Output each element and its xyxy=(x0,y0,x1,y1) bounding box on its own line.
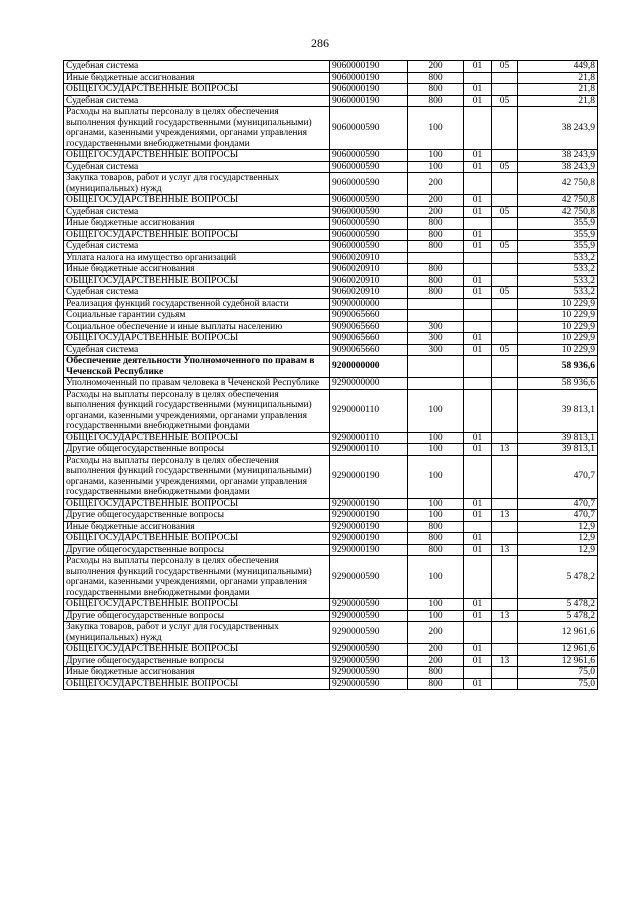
table-row xyxy=(64,455,598,498)
row-code-cell: 9060020910 xyxy=(330,287,408,299)
row-subsection-cell xyxy=(492,218,518,230)
row-section-cell xyxy=(464,310,492,322)
row-subsection-cell xyxy=(492,229,518,241)
table-row xyxy=(64,678,598,690)
row-code-cell: 9290000000 xyxy=(330,378,408,390)
row-section-cell: 01 xyxy=(464,241,492,253)
row-subsection-cell xyxy=(492,252,518,264)
row-subsection-cell: 05 xyxy=(492,287,518,299)
row-code-cell: 9090065660 xyxy=(330,321,408,333)
row-amount-cell: 12 961,6 xyxy=(518,622,598,644)
row-amount-cell: 42 750,8 xyxy=(518,173,598,195)
row-code-cell: 9290000590 xyxy=(330,655,408,667)
row-code-cell: 9090065660 xyxy=(330,333,408,345)
row-section-cell xyxy=(464,107,492,150)
row-name-cell: Судебная система xyxy=(64,206,330,218)
page-number: 286 xyxy=(311,36,329,50)
table-row xyxy=(64,72,598,84)
table-row xyxy=(64,287,598,299)
row-expense-type-cell: 100 xyxy=(408,556,464,599)
row-amount-cell: 21,8 xyxy=(518,84,598,96)
row-section-cell xyxy=(464,264,492,276)
row-code-cell: 9060000590 xyxy=(330,107,408,150)
row-expense-type-cell: 200 xyxy=(408,622,464,644)
row-code-cell: 9060000590 xyxy=(330,229,408,241)
row-subsection-cell xyxy=(492,667,518,679)
table-row xyxy=(64,84,598,96)
row-subsection-cell: 05 xyxy=(492,61,518,73)
row-amount-cell: 533,2 xyxy=(518,252,598,264)
row-section-cell: 01 xyxy=(464,432,492,444)
row-name-cell: Судебная система xyxy=(64,344,330,356)
row-subsection-cell xyxy=(492,84,518,96)
table-row xyxy=(64,356,598,378)
table-row xyxy=(64,173,598,195)
row-subsection-cell xyxy=(492,195,518,207)
row-name-cell: ОБЩЕГОСУДАРСТВЕННЫЕ ВОПРОСЫ xyxy=(64,678,330,690)
row-code-cell: 9290000590 xyxy=(330,678,408,690)
table-row xyxy=(64,241,598,253)
row-subsection-cell xyxy=(492,556,518,599)
table-row xyxy=(64,655,598,667)
row-subsection-cell xyxy=(492,298,518,310)
row-expense-type-cell: 800 xyxy=(408,264,464,276)
row-code-cell: 9060020910 xyxy=(330,275,408,287)
row-subsection-cell: 13 xyxy=(492,444,518,456)
row-code-cell: 9090065660 xyxy=(330,344,408,356)
row-expense-type-cell xyxy=(408,298,464,310)
row-section-cell: 01 xyxy=(464,275,492,287)
row-expense-type-cell: 100 xyxy=(408,389,464,432)
row-code-cell: 9290000190 xyxy=(330,544,408,556)
row-section-cell xyxy=(464,298,492,310)
row-section-cell: 01 xyxy=(464,678,492,690)
row-expense-type-cell: 300 xyxy=(408,321,464,333)
row-expense-type-cell: 100 xyxy=(408,444,464,456)
row-name-cell: Расходы на выплаты персоналу в целях обеспечения выполнения функций государственными (муниципальными) органами, казенными учреждениями, органами управления государственными внебюджетными фондами xyxy=(64,556,330,599)
row-expense-type-cell: 200 xyxy=(408,195,464,207)
row-subsection-cell: 05 xyxy=(492,95,518,107)
table-row xyxy=(64,556,598,599)
row-subsection-cell xyxy=(492,622,518,644)
row-name-cell: Закупка товаров, работ и услуг для государственных (муниципальных) нужд xyxy=(64,622,330,644)
row-name-cell: ОБЩЕГОСУДАРСТВЕННЫЕ ВОПРОСЫ xyxy=(64,275,330,287)
row-subsection-cell xyxy=(492,310,518,322)
row-code-cell: 9060000190 xyxy=(330,72,408,84)
row-subsection-cell: 13 xyxy=(492,510,518,522)
row-amount-cell: 5 478,2 xyxy=(518,556,598,599)
row-name-cell: Социальное обеспечение и иные выплаты населению xyxy=(64,321,330,333)
row-amount-cell: 355,9 xyxy=(518,229,598,241)
table-row xyxy=(64,150,598,162)
row-section-cell xyxy=(464,622,492,644)
row-subsection-cell xyxy=(492,378,518,390)
row-expense-type-cell: 100 xyxy=(408,107,464,150)
row-subsection-cell xyxy=(492,321,518,333)
table-body xyxy=(64,61,598,690)
row-amount-cell: 12,9 xyxy=(518,544,598,556)
row-name-cell: ОБЩЕГОСУДАРСТВЕННЫЕ ВОПРОСЫ xyxy=(64,229,330,241)
row-expense-type-cell: 100 xyxy=(408,150,464,162)
row-expense-type-cell: 800 xyxy=(408,72,464,84)
row-expense-type-cell: 800 xyxy=(408,241,464,253)
table-row xyxy=(64,298,598,310)
row-name-cell: Судебная система xyxy=(64,241,330,253)
row-expense-type-cell: 100 xyxy=(408,610,464,622)
table-row xyxy=(64,61,598,73)
row-subsection-cell xyxy=(492,533,518,545)
row-expense-type-cell: 800 xyxy=(408,95,464,107)
row-subsection-cell xyxy=(492,521,518,533)
row-subsection-cell: 05 xyxy=(492,344,518,356)
row-code-cell: 9060000590 xyxy=(330,241,408,253)
table-row xyxy=(64,229,598,241)
row-name-cell: ОБЩЕГОСУДАРСТВЕННЫЕ ВОПРОСЫ xyxy=(64,150,330,162)
row-name-cell: Обеспечение деятельности Уполномоченного по правам в Чеченской Республике xyxy=(64,356,330,378)
row-amount-cell: 38 243,9 xyxy=(518,107,598,150)
row-subsection-cell xyxy=(492,455,518,498)
row-subsection-cell xyxy=(492,72,518,84)
row-expense-type-cell: 100 xyxy=(408,510,464,522)
row-subsection-cell xyxy=(492,107,518,150)
table-row xyxy=(64,622,598,644)
table-row xyxy=(64,95,598,107)
row-code-cell: 9290000190 xyxy=(330,510,408,522)
row-expense-type-cell: 800 xyxy=(408,678,464,690)
row-code-cell: 9290000590 xyxy=(330,644,408,656)
row-name-cell: Другие общегосударственные вопросы xyxy=(64,610,330,622)
row-name-cell: Социальные гарантии судьям xyxy=(64,310,330,322)
row-subsection-cell xyxy=(492,644,518,656)
row-expense-type-cell: 100 xyxy=(408,599,464,611)
row-amount-cell: 470,7 xyxy=(518,455,598,498)
row-section-cell xyxy=(464,321,492,333)
row-name-cell: Расходы на выплаты персоналу в целях обеспечения выполнения функций государственными (муниципальными) органами, казенными учреждениями, органами управления государственными внебюджетными фондами xyxy=(64,455,330,498)
row-code-cell: 9290000190 xyxy=(330,498,408,510)
table-row xyxy=(64,264,598,276)
row-section-cell: 01 xyxy=(464,510,492,522)
row-code-cell: 9060000590 xyxy=(330,195,408,207)
table-row xyxy=(64,333,598,345)
row-amount-cell: 10 229,9 xyxy=(518,310,598,322)
row-code-cell: 9290000110 xyxy=(330,389,408,432)
row-name-cell: ОБЩЕГОСУДАРСТВЕННЫЕ ВОПРОСЫ xyxy=(64,599,330,611)
row-amount-cell: 12 961,6 xyxy=(518,644,598,656)
row-name-cell: ОБЩЕГОСУДАРСТВЕННЫЕ ВОПРОСЫ xyxy=(64,195,330,207)
row-expense-type-cell: 100 xyxy=(408,161,464,173)
row-amount-cell: 12 961,6 xyxy=(518,655,598,667)
row-code-cell: 9290000190 xyxy=(330,533,408,545)
row-name-cell: ОБЩЕГОСУДАРСТВЕННЫЕ ВОПРОСЫ xyxy=(64,84,330,96)
row-subsection-cell xyxy=(492,264,518,276)
row-subsection-cell xyxy=(492,150,518,162)
row-amount-cell: 10 229,9 xyxy=(518,344,598,356)
row-amount-cell: 533,2 xyxy=(518,275,598,287)
row-name-cell: Другие общегосударственные вопросы xyxy=(64,544,330,556)
row-section-cell: 01 xyxy=(464,344,492,356)
row-amount-cell: 10 229,9 xyxy=(518,321,598,333)
row-expense-type-cell: 800 xyxy=(408,544,464,556)
table-row xyxy=(64,610,598,622)
row-amount-cell: 5 478,2 xyxy=(518,610,598,622)
row-expense-type-cell: 300 xyxy=(408,344,464,356)
row-amount-cell: 470,7 xyxy=(518,510,598,522)
row-amount-cell: 75,0 xyxy=(518,667,598,679)
row-expense-type-cell: 200 xyxy=(408,655,464,667)
row-name-cell: Иные бюджетные ассигнования xyxy=(64,667,330,679)
row-code-cell: 9060000190 xyxy=(330,84,408,96)
table-row xyxy=(64,275,598,287)
row-section-cell: 01 xyxy=(464,150,492,162)
row-name-cell: Закупка товаров, работ и услуг для государственных (муниципальных) нужд xyxy=(64,173,330,195)
table-row xyxy=(64,644,598,656)
row-amount-cell: 470,7 xyxy=(518,498,598,510)
row-name-cell: Иные бюджетные ассигнования xyxy=(64,218,330,230)
row-expense-type-cell: 800 xyxy=(408,84,464,96)
row-amount-cell: 39 813,1 xyxy=(518,389,598,432)
table-row xyxy=(64,521,598,533)
row-amount-cell: 38 243,9 xyxy=(518,161,598,173)
row-subsection-cell xyxy=(492,389,518,432)
table-row xyxy=(64,533,598,545)
row-section-cell xyxy=(464,378,492,390)
row-name-cell: ОБЩЕГОСУДАРСТВЕННЫЕ ВОПРОСЫ xyxy=(64,432,330,444)
row-code-cell: 9290000590 xyxy=(330,599,408,611)
row-code-cell: 9290000190 xyxy=(330,521,408,533)
row-subsection-cell: 13 xyxy=(492,544,518,556)
row-amount-cell: 449,8 xyxy=(518,61,598,73)
row-amount-cell: 75,0 xyxy=(518,678,598,690)
row-code-cell: 9060000190 xyxy=(330,95,408,107)
row-section-cell: 01 xyxy=(464,544,492,556)
row-amount-cell: 12,9 xyxy=(518,533,598,545)
row-name-cell: ОБЩЕГОСУДАРСТВЕННЫЕ ВОПРОСЫ xyxy=(64,644,330,656)
row-section-cell: 01 xyxy=(464,195,492,207)
table-row xyxy=(64,195,598,207)
row-section-cell: 01 xyxy=(464,533,492,545)
row-code-cell: 9060020910 xyxy=(330,252,408,264)
table-row xyxy=(64,218,598,230)
row-name-cell: Иные бюджетные ассигнования xyxy=(64,72,330,84)
row-amount-cell: 39 813,1 xyxy=(518,432,598,444)
row-code-cell: 9060020910 xyxy=(330,264,408,276)
row-section-cell: 01 xyxy=(464,644,492,656)
row-section-cell: 01 xyxy=(464,61,492,73)
row-name-cell: Судебная система xyxy=(64,287,330,299)
row-expense-type-cell: 800 xyxy=(408,287,464,299)
row-expense-type-cell: 800 xyxy=(408,229,464,241)
row-section-cell: 01 xyxy=(464,229,492,241)
row-subsection-cell xyxy=(492,333,518,345)
row-amount-cell: 42 750,8 xyxy=(518,206,598,218)
row-amount-cell: 5 478,2 xyxy=(518,599,598,611)
row-name-cell: Судебная система xyxy=(64,161,330,173)
row-amount-cell: 355,9 xyxy=(518,241,598,253)
row-name-cell: Судебная система xyxy=(64,61,330,73)
table-row xyxy=(64,544,598,556)
row-amount-cell: 10 229,9 xyxy=(518,333,598,345)
row-code-cell: 9200000000 xyxy=(330,356,408,378)
row-amount-cell: 533,2 xyxy=(518,287,598,299)
row-expense-type-cell: 200 xyxy=(408,61,464,73)
row-expense-type-cell xyxy=(408,356,464,378)
row-expense-type-cell xyxy=(408,252,464,264)
row-code-cell: 9060000590 xyxy=(330,173,408,195)
row-expense-type-cell: 200 xyxy=(408,644,464,656)
row-amount-cell: 355,9 xyxy=(518,218,598,230)
row-section-cell: 01 xyxy=(464,84,492,96)
table-row xyxy=(64,252,598,264)
row-section-cell xyxy=(464,667,492,679)
row-section-cell xyxy=(464,556,492,599)
row-section-cell: 01 xyxy=(464,161,492,173)
row-name-cell: ОБЩЕГОСУДАРСТВЕННЫЕ ВОПРОСЫ xyxy=(64,498,330,510)
row-name-cell: Иные бюджетные ассигнования xyxy=(64,264,330,276)
row-section-cell: 01 xyxy=(464,287,492,299)
row-section-cell xyxy=(464,218,492,230)
row-section-cell: 01 xyxy=(464,333,492,345)
row-amount-cell: 42 750,8 xyxy=(518,195,598,207)
row-code-cell: 9090000000 xyxy=(330,298,408,310)
row-name-cell: Другие общегосударственные вопросы xyxy=(64,510,330,522)
row-code-cell: 9090065660 xyxy=(330,310,408,322)
row-code-cell: 9290000590 xyxy=(330,610,408,622)
row-name-cell: Уплата налога на имущество организаций xyxy=(64,252,330,264)
row-section-cell: 01 xyxy=(464,599,492,611)
row-subsection-cell xyxy=(492,432,518,444)
row-code-cell: 9060000590 xyxy=(330,218,408,230)
row-code-cell: 9060000590 xyxy=(330,150,408,162)
row-section-cell xyxy=(464,455,492,498)
row-section-cell xyxy=(464,521,492,533)
row-name-cell: Судебная система xyxy=(64,95,330,107)
row-expense-type-cell xyxy=(408,378,464,390)
row-section-cell xyxy=(464,72,492,84)
row-name-cell: Другие общегосударственные вопросы xyxy=(64,444,330,456)
row-subsection-cell xyxy=(492,356,518,378)
table-row xyxy=(64,344,598,356)
row-subsection-cell xyxy=(492,599,518,611)
row-expense-type-cell xyxy=(408,310,464,322)
row-code-cell: 9290000110 xyxy=(330,432,408,444)
row-expense-type-cell: 100 xyxy=(408,432,464,444)
table-row xyxy=(64,510,598,522)
row-subsection-cell: 13 xyxy=(492,610,518,622)
row-subsection-cell: 05 xyxy=(492,241,518,253)
row-amount-cell: 21,8 xyxy=(518,72,598,84)
row-amount-cell: 21,8 xyxy=(518,95,598,107)
row-name-cell: Расходы на выплаты персоналу в целях обеспечения выполнения функций государственными (муниципальными) органами, казенными учреждениями, органами управления государственными внебюджетными фондами xyxy=(64,389,330,432)
table-row xyxy=(64,444,598,456)
row-section-cell: 01 xyxy=(464,444,492,456)
row-amount-cell: 10 229,9 xyxy=(518,298,598,310)
row-name-cell: Расходы на выплаты персоналу в целях обеспечения выполнения функций государственными (муниципальными) органами, казенными учреждениями, органами управления государственными внебюджетными фондами xyxy=(64,107,330,150)
row-name-cell: ОБЩЕГОСУДАРСТВЕННЫЕ ВОПРОСЫ xyxy=(64,333,330,345)
row-section-cell: 01 xyxy=(464,655,492,667)
row-code-cell: 9060000590 xyxy=(330,161,408,173)
row-amount-cell: 38 243,9 xyxy=(518,150,598,162)
row-subsection-cell xyxy=(492,173,518,195)
row-code-cell: 9060000590 xyxy=(330,206,408,218)
row-section-cell: 01 xyxy=(464,498,492,510)
row-name-cell: Реализация функций государственной судебной власти xyxy=(64,298,330,310)
table-row xyxy=(64,389,598,432)
row-code-cell: 9060000190 xyxy=(330,61,408,73)
row-expense-type-cell: 200 xyxy=(408,173,464,195)
row-section-cell: 01 xyxy=(464,95,492,107)
table-row xyxy=(64,378,598,390)
row-section-cell xyxy=(464,252,492,264)
table-row xyxy=(64,498,598,510)
row-code-cell: 9290000590 xyxy=(330,556,408,599)
row-subsection-cell xyxy=(492,678,518,690)
row-subsection-cell xyxy=(492,498,518,510)
row-section-cell xyxy=(464,389,492,432)
row-expense-type-cell: 100 xyxy=(408,498,464,510)
table-row xyxy=(64,667,598,679)
table-row xyxy=(64,107,598,150)
row-amount-cell: 12,9 xyxy=(518,521,598,533)
row-expense-type-cell: 800 xyxy=(408,521,464,533)
row-name-cell: Иные бюджетные ассигнования xyxy=(64,521,330,533)
row-expense-type-cell: 800 xyxy=(408,667,464,679)
row-subsection-cell xyxy=(492,275,518,287)
row-expense-type-cell: 800 xyxy=(408,218,464,230)
row-section-cell xyxy=(464,356,492,378)
row-amount-cell: 39 813,1 xyxy=(518,444,598,456)
row-expense-type-cell: 200 xyxy=(408,206,464,218)
row-amount-cell: 58 936,6 xyxy=(518,356,598,378)
row-name-cell: ОБЩЕГОСУДАРСТВЕННЫЕ ВОПРОСЫ xyxy=(64,533,330,545)
table-row xyxy=(64,310,598,322)
row-expense-type-cell: 800 xyxy=(408,533,464,545)
table-row xyxy=(64,206,598,218)
row-code-cell: 9290000110 xyxy=(330,444,408,456)
row-expense-type-cell: 300 xyxy=(408,333,464,345)
budget-table xyxy=(63,60,598,690)
row-name-cell: Уполномоченный по правам человека в Чеченской Республике xyxy=(64,378,330,390)
row-subsection-cell: 05 xyxy=(492,206,518,218)
row-expense-type-cell: 100 xyxy=(408,455,464,498)
table-row xyxy=(64,321,598,333)
table-row xyxy=(64,599,598,611)
row-name-cell: Другие общегосударственные вопросы xyxy=(64,655,330,667)
row-expense-type-cell: 800 xyxy=(408,275,464,287)
row-section-cell: 01 xyxy=(464,206,492,218)
row-code-cell: 9290000190 xyxy=(330,455,408,498)
row-subsection-cell: 05 xyxy=(492,161,518,173)
row-section-cell xyxy=(464,173,492,195)
table-row xyxy=(64,161,598,173)
table-row xyxy=(64,432,598,444)
row-subsection-cell: 13 xyxy=(492,655,518,667)
row-code-cell: 9290000590 xyxy=(330,622,408,644)
row-amount-cell: 58 936,6 xyxy=(518,378,598,390)
row-code-cell: 9290000590 xyxy=(330,667,408,679)
row-amount-cell: 533,2 xyxy=(518,264,598,276)
row-section-cell: 01 xyxy=(464,610,492,622)
